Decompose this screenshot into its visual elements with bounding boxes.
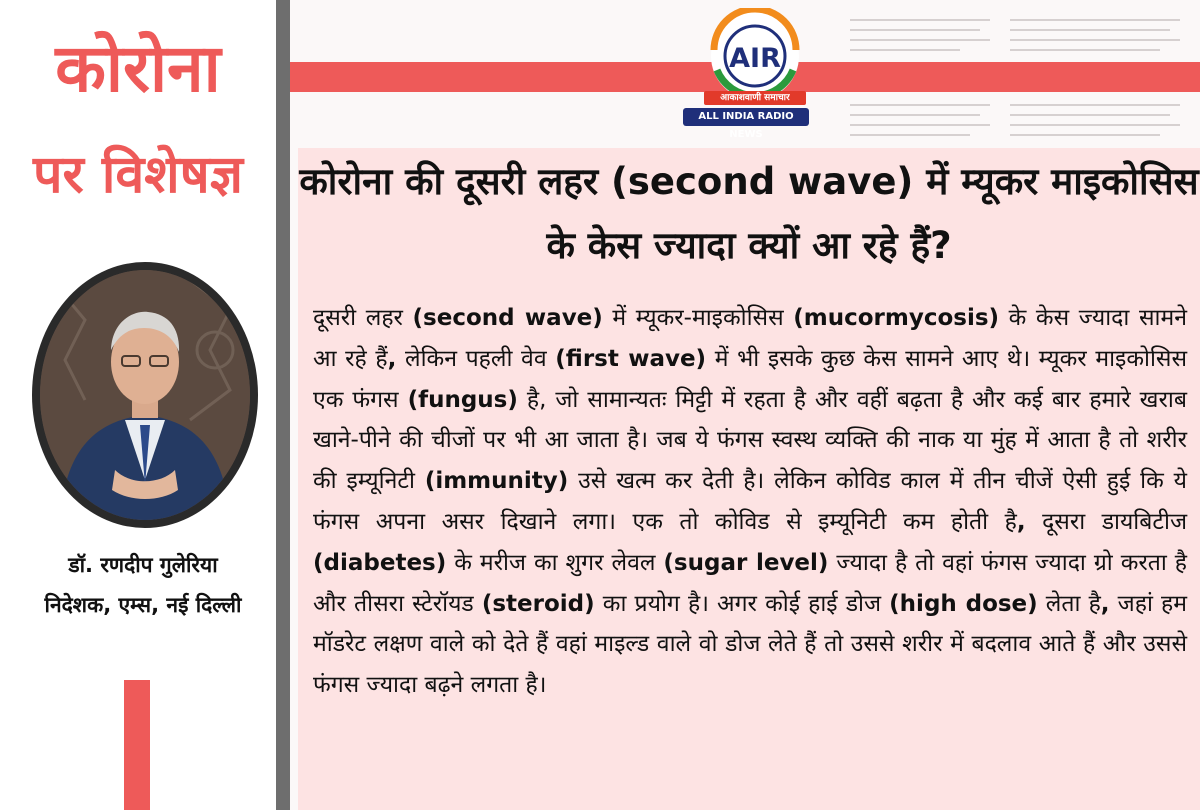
body-emphasis: , [1100,590,1110,617]
vertical-divider [276,0,290,810]
body-emphasis: (first wave) [555,345,707,372]
body-emphasis: (diabetes) [313,549,447,576]
body-emphasis: (high dose) [889,590,1038,617]
body-emphasis: (fungus) [407,386,518,413]
article-body [313,298,1187,706]
body-emphasis: (mucormycosis) [793,305,1000,331]
logo-english-label: ALL INDIA RADIO NEWS [683,108,809,126]
body-text: लेता है [1037,590,1101,617]
body-text: दूसरी लहर [313,305,413,331]
body-emphasis: (immunity) [424,468,569,495]
body-text: में म्यूकर-माइकोसिस [602,305,794,331]
body-emphasis: (second wave) [412,305,603,331]
body-text: लेकिन पहली वेव [396,345,556,372]
body-text: का प्रयोग है। अगर कोई हाई डोज [594,590,890,617]
body-text: के केस ज्यादा सामने आ रहे हैं [313,305,1187,372]
expert-portrait-icon [40,270,250,520]
logo-emblem-text: AIR [729,43,781,74]
expert-title: निदेशक, एम्स, नई दिल्ली [44,593,242,617]
body-text: है, जो सामान्यतः मिट्टी में रहता है और वहीं बढ़ता है और कई बार हमारे खराब खाने-पीने की चीजों पर भी आ जाता है। जब ये फंगस स्वस्थ व्यक्ति की नाक या मुंह में आता है तो शरीर की इम्यूनिटी [313,386,1187,495]
expert-photo [40,270,250,520]
heading-expert: पर विशेषज्ञ [32,145,244,205]
body-text: ज्यादा है तो वहां फंगस ज्यादा ग्रो करता है और तीसरा स्टेरॉयड [313,549,1187,617]
logo-hindi-label: आकाशवाणी समाचार [704,91,806,105]
heading-corona: कोरोना [55,30,221,107]
accent-bar [124,680,150,810]
body-text: उसे खत्म कर देती है। लेकिन कोविड काल में तीन चीजें ऐसी हुई कि ये फंगस अपना असर दिखाने लगा। एक तो कोविड से इम्यूनिटी कम होती है [313,468,1188,535]
expert-name: डॉ. रणदीप गुलेरिया [68,553,218,577]
body-text: में भी इसके कुछ केस सामने आए थे। म्यूकर माइकोसिस एक फंगस [313,345,1187,413]
expert-name-block [28,545,258,625]
body-emphasis: , [387,345,397,372]
body-text: के मरीज का शुगर लेवल [446,549,664,576]
body-emphasis: , [1016,508,1026,535]
body-text: जहां हम मॉडरेट लक्षण वाले को देते हैं वहां माइल्ड वाले वो डोज लेते हैं तो उससे शरीर में बदलाव आते हैं और उससे फंगस ज्यादा बढ़ने लगता है। [313,590,1187,699]
body-text: दूसरा डायबिटीज [1025,508,1188,535]
left-sidebar [0,0,276,810]
article-title: कोरोना की दूसरी लहर (second wave) में म्यूकर माइकोसिस के केस ज्यादा क्यों आ रहे हैं? [299,160,1199,267]
body-emphasis: (steroid) [481,590,595,617]
body-emphasis: (sugar level) [663,549,829,576]
